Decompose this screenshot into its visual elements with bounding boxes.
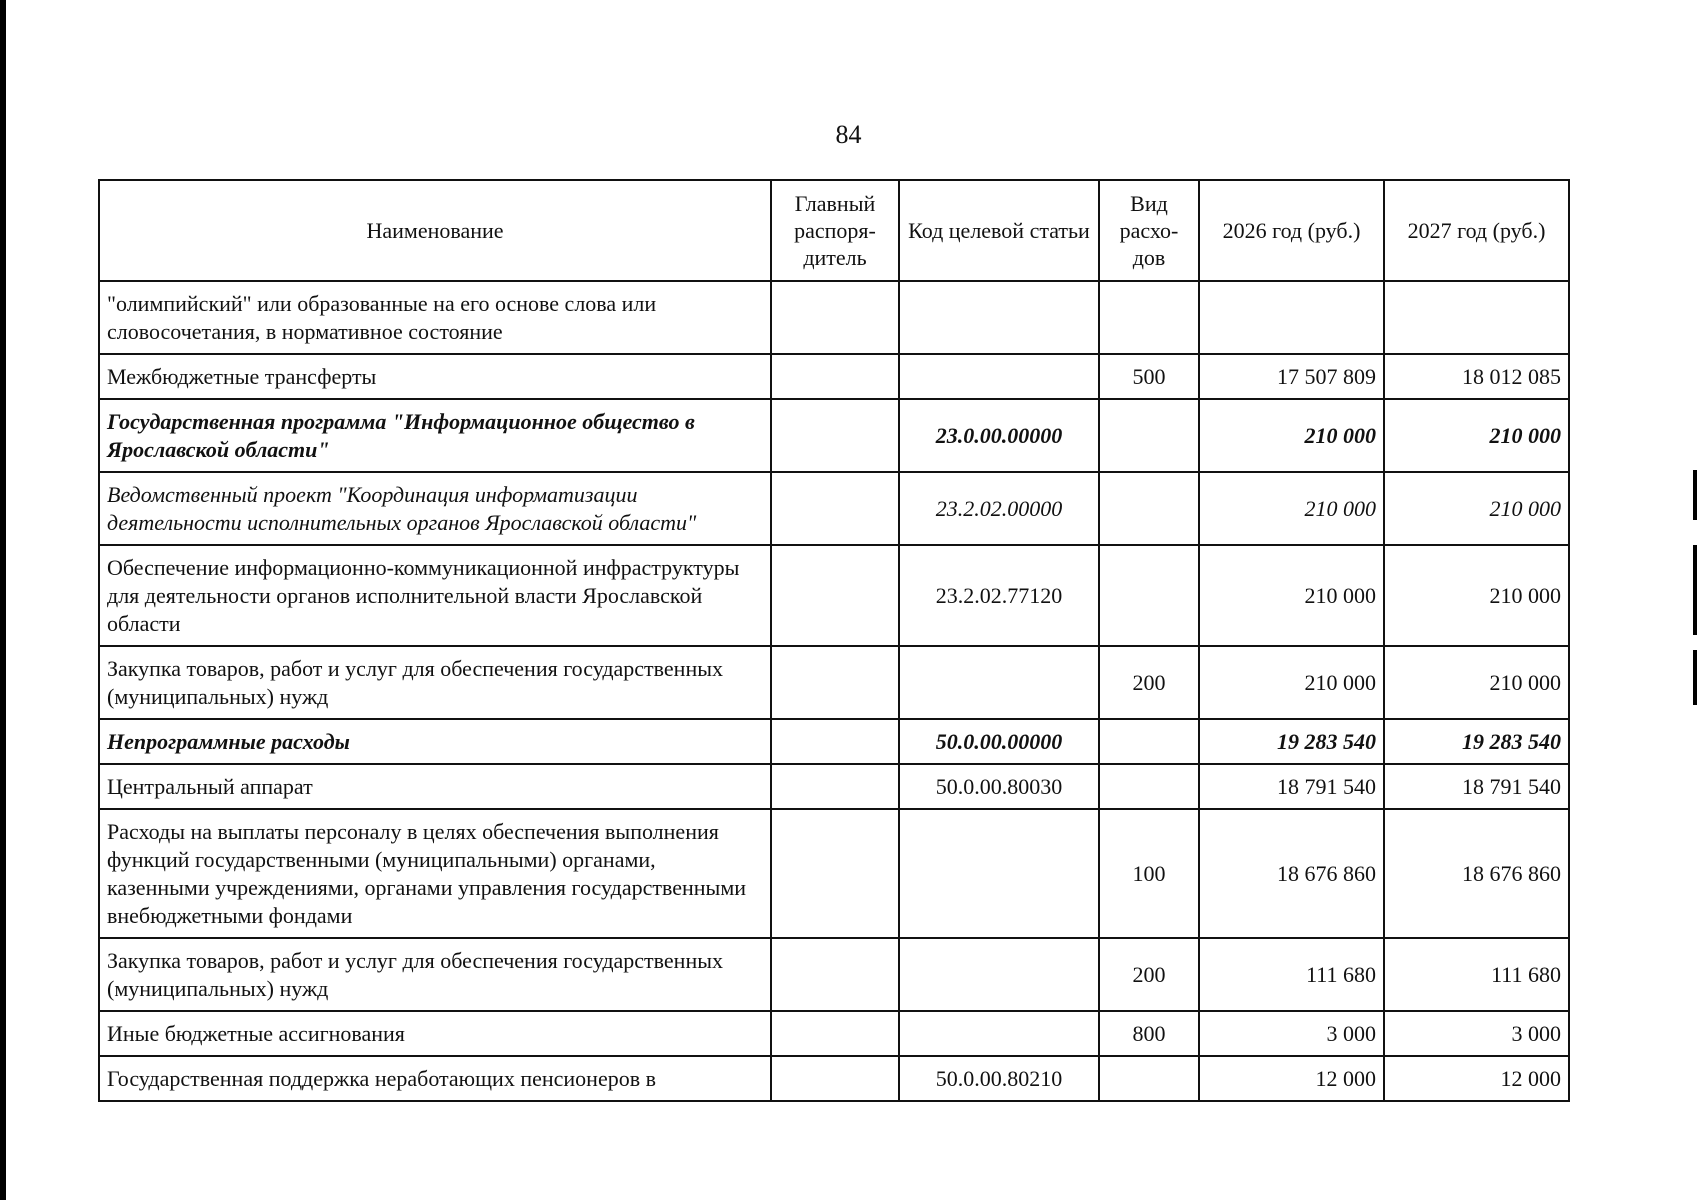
table-row: [99, 809, 1569, 938]
row-value-2027: 3 000: [1384, 1011, 1569, 1056]
row-expense-kind: 200: [1099, 938, 1199, 1011]
row-expense-kind: [1099, 399, 1199, 472]
row-name: Иные бюджетные ассигнования: [99, 1011, 771, 1056]
row-value-2027: [1384, 281, 1569, 354]
page-number: 84: [835, 120, 862, 149]
row-value-2027: 18 012 085: [1384, 354, 1569, 399]
table-row: [99, 545, 1569, 646]
row-value-2027: 12 000: [1384, 1056, 1569, 1101]
row-value-2027: 210 000: [1384, 399, 1569, 472]
table-row: [99, 399, 1569, 472]
row-expense-kind: [1099, 281, 1199, 354]
row-value-2027: 210 000: [1384, 472, 1569, 545]
row-expense-kind: 800: [1099, 1011, 1199, 1056]
table-row: [99, 1056, 1569, 1101]
row-expense-kind: [1099, 472, 1199, 545]
row-value-2026: 210 000: [1199, 472, 1384, 545]
row-admin: [771, 646, 899, 719]
row-name: Ведомственный проект "Координация информатизации деятельности исполнительных органов Ярославской области": [99, 472, 771, 545]
row-value-2026: 3 000: [1199, 1011, 1384, 1056]
row-target-code: 50.0.00.00000: [899, 719, 1099, 764]
row-name: Межбюджетные трансферты: [99, 354, 771, 399]
row-value-2026: 210 000: [1199, 545, 1384, 646]
row-target-code: [899, 646, 1099, 719]
header-admin: Главный распоря-дитель: [771, 180, 899, 281]
row-target-code: [899, 281, 1099, 354]
header-code: Код целевой статьи: [899, 180, 1099, 281]
row-value-2027: 18 791 540: [1384, 764, 1569, 809]
row-name: Расходы на выплаты персоналу в целях обеспечения выполнения функций государственными (муниципальными) органами, казенными учреждениями, органами управления государственными внебюджетными фондами: [99, 809, 771, 938]
header-2026: 2026 год (руб.): [1199, 180, 1384, 281]
table-row: [99, 472, 1569, 545]
row-value-2026: 18 791 540: [1199, 764, 1384, 809]
budget-table: [98, 179, 1570, 1102]
row-name: Государственная поддержка неработающих пенсионеров в: [99, 1056, 771, 1101]
row-target-code: 50.0.00.80030: [899, 764, 1099, 809]
row-name: Закупка товаров, работ и услуг для обеспечения государственных (муниципальных) нужд: [99, 938, 771, 1011]
table-row: [99, 1011, 1569, 1056]
row-name: Непрограммные расходы: [99, 719, 771, 764]
row-expense-kind: [1099, 719, 1199, 764]
row-target-code: [899, 1011, 1099, 1056]
row-name: Государственная программа "Информационное общество в Ярославской области": [99, 399, 771, 472]
row-admin: [771, 354, 899, 399]
row-target-code: [899, 809, 1099, 938]
row-value-2026: 210 000: [1199, 646, 1384, 719]
table-row: [99, 764, 1569, 809]
table-row: [99, 646, 1569, 719]
row-value-2027: 210 000: [1384, 646, 1569, 719]
row-value-2026: 19 283 540: [1199, 719, 1384, 764]
row-target-code: [899, 354, 1099, 399]
row-value-2027: 111 680: [1384, 938, 1569, 1011]
row-admin: [771, 1056, 899, 1101]
row-value-2027: 210 000: [1384, 545, 1569, 646]
row-expense-kind: [1099, 545, 1199, 646]
row-value-2027: 18 676 860: [1384, 809, 1569, 938]
scan-edge-left: [0, 0, 6, 1200]
row-name: Закупка товаров, работ и услуг для обеспечения государственных (муниципальных) нужд: [99, 646, 771, 719]
row-expense-kind: [1099, 764, 1199, 809]
row-admin: [771, 764, 899, 809]
scan-edge-mark: [1693, 545, 1697, 635]
row-expense-kind: 100: [1099, 809, 1199, 938]
row-name: Центральный аппарат: [99, 764, 771, 809]
row-admin: [771, 938, 899, 1011]
row-target-code: 23.2.02.00000: [899, 472, 1099, 545]
row-value-2026: [1199, 281, 1384, 354]
row-admin: [771, 281, 899, 354]
row-value-2026: 111 680: [1199, 938, 1384, 1011]
table-body: [99, 281, 1569, 1101]
table-row: [99, 719, 1569, 764]
header-kind: Вид расхо-дов: [1099, 180, 1199, 281]
row-admin: [771, 1011, 899, 1056]
row-target-code: 50.0.00.80210: [899, 1056, 1099, 1101]
row-expense-kind: 500: [1099, 354, 1199, 399]
row-admin: [771, 809, 899, 938]
row-name: Обеспечение информационно-коммуникационной инфраструктуры для деятельности органов исполнительной власти Ярославской области: [99, 545, 771, 646]
row-expense-kind: 200: [1099, 646, 1199, 719]
row-value-2026: 210 000: [1199, 399, 1384, 472]
row-admin: [771, 472, 899, 545]
table-row: [99, 938, 1569, 1011]
row-value-2026: 17 507 809: [1199, 354, 1384, 399]
table-row: [99, 354, 1569, 399]
scan-edge-mark: [1693, 650, 1697, 705]
row-value-2027: 19 283 540: [1384, 719, 1569, 764]
row-target-code: [899, 938, 1099, 1011]
header-row: [99, 180, 1569, 281]
row-target-code: 23.0.00.00000: [899, 399, 1099, 472]
row-expense-kind: [1099, 1056, 1199, 1101]
table-header: [99, 180, 1569, 281]
table-row: [99, 281, 1569, 354]
row-admin: [771, 545, 899, 646]
row-admin: [771, 399, 899, 472]
scan-edge-mark: [1693, 470, 1697, 520]
row-target-code: 23.2.02.77120: [899, 545, 1099, 646]
header-2027: 2027 год (руб.): [1384, 180, 1569, 281]
row-value-2026: 12 000: [1199, 1056, 1384, 1101]
header-name: Наименование: [99, 180, 771, 281]
row-admin: [771, 719, 899, 764]
row-name: "олимпийский" или образованные на его основе слова или словосочетания, в нормативное состояние: [99, 281, 771, 354]
row-value-2026: 18 676 860: [1199, 809, 1384, 938]
